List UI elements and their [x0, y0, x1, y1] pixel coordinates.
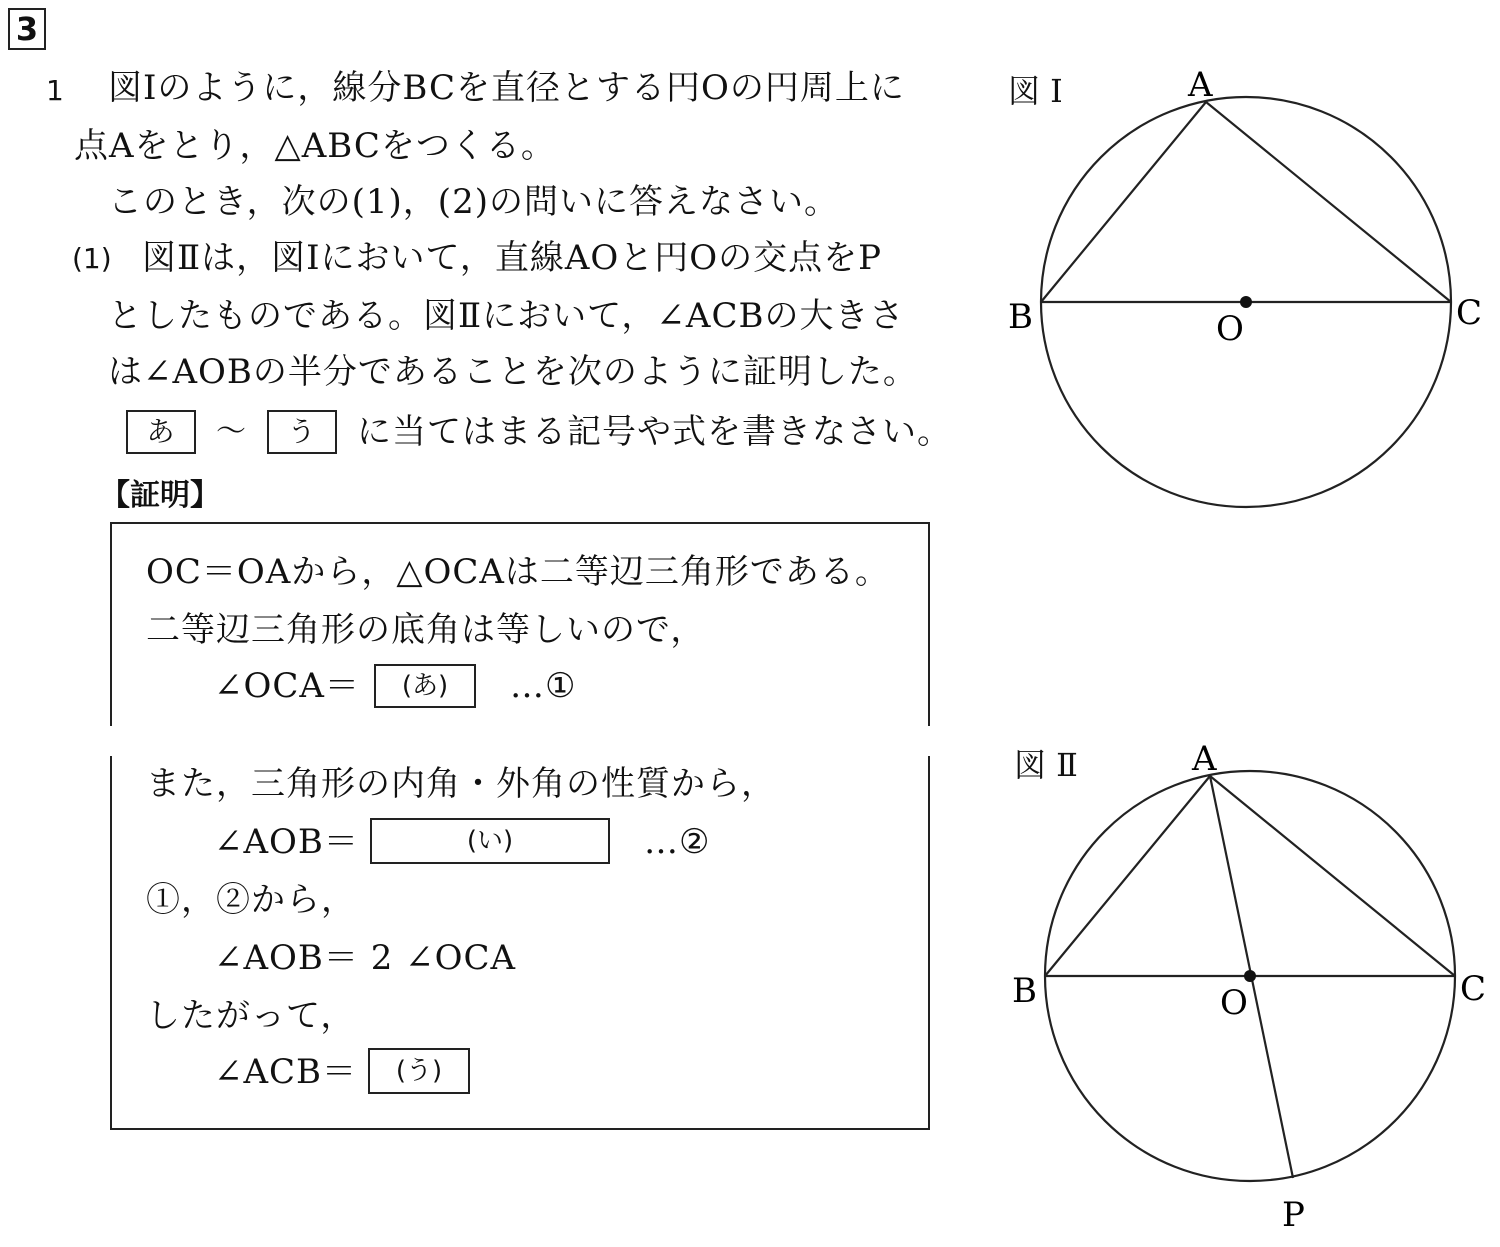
figure-1-label-b: B — [1008, 297, 1033, 337]
proof-line-3-prefix: ∠OCA＝ — [214, 666, 360, 706]
proof-line-8: したがって， — [146, 996, 356, 1036]
figure-1-center-dot — [1240, 296, 1252, 308]
figure-2-title: 図 Ⅱ — [1014, 746, 1078, 784]
figure-2-label-b: B — [1012, 971, 1037, 1011]
question-line-2: 点Aをとり，△ABCをつくる。 — [74, 126, 556, 166]
subquestion-line-4-text: に当てはまる記号や式を書きなさい。 — [357, 412, 952, 452]
proof-blank-u: (う) — [368, 1048, 470, 1094]
proof-line-5-prefix: ∠AOB＝ — [214, 822, 359, 862]
figure-2-label-c: C — [1460, 969, 1487, 1009]
figure-2-diagram — [1000, 730, 1500, 1240]
figure-2-center-dot — [1244, 970, 1256, 982]
figure-2-triangle — [1045, 776, 1455, 976]
answer-box-a: あ — [126, 410, 196, 454]
figure-1-triangle — [1041, 102, 1451, 302]
figure-2-label-a: A — [1192, 739, 1217, 779]
proof-line-2: 二等辺三角形の底角は等しいので， — [146, 610, 706, 650]
subquestion-line-1: 図Ⅱは，図Ⅰにおいて，直線AOと円Oの交点をP — [142, 238, 883, 278]
proof-line-1: OC＝OAから，△OCAは二等辺三角形である。 — [146, 552, 890, 592]
subquestion-line-2: としたものである。図Ⅱにおいて，∠ACBの大きさ — [108, 296, 905, 336]
proof-line-9-prefix: ∠ACB＝ — [214, 1052, 358, 1092]
question-line-1: 図Ⅰのように，線分BCを直径とする円Oの円周上に — [108, 68, 905, 108]
figure-2-label-p: P — [1282, 1195, 1305, 1235]
proof-line-3-suffix: …① — [510, 666, 577, 706]
subquestion-line-4 — [126, 410, 952, 454]
figure-1-diagram — [1000, 60, 1500, 520]
proof-label: 【証明】 — [100, 478, 220, 513]
proof-line-7: ∠AOB＝ 2 ∠OCA — [214, 938, 517, 978]
problem-number: 3 — [8, 8, 46, 50]
tilde: ～ — [216, 414, 247, 449]
proof-line-5-suffix: …② — [644, 822, 711, 862]
subquestion-number: (1) — [72, 242, 112, 275]
subquestion-line-3: は∠AOBの半分であることを次のように証明した。 — [108, 352, 918, 392]
question-line-3: このとき，次の(1)，(2)の問いに答えなさい。 — [108, 182, 839, 222]
proof-blank-i: (い) — [370, 818, 610, 864]
question-number: 1 — [46, 74, 64, 107]
figure-1-label-o: O — [1216, 309, 1244, 349]
figure-1-title: 図 Ⅰ — [1008, 72, 1063, 110]
proof-line-4: また，三角形の内角・外角の性質から， — [146, 764, 776, 804]
figure-1-label-c: C — [1456, 293, 1483, 333]
answer-box-u: う — [267, 410, 337, 454]
proof-blank-a: (あ) — [374, 664, 476, 708]
figure-1-label-a: A — [1188, 65, 1213, 105]
figure-2-label-o: O — [1220, 983, 1248, 1023]
proof-line-6: ①，②から， — [146, 880, 356, 920]
